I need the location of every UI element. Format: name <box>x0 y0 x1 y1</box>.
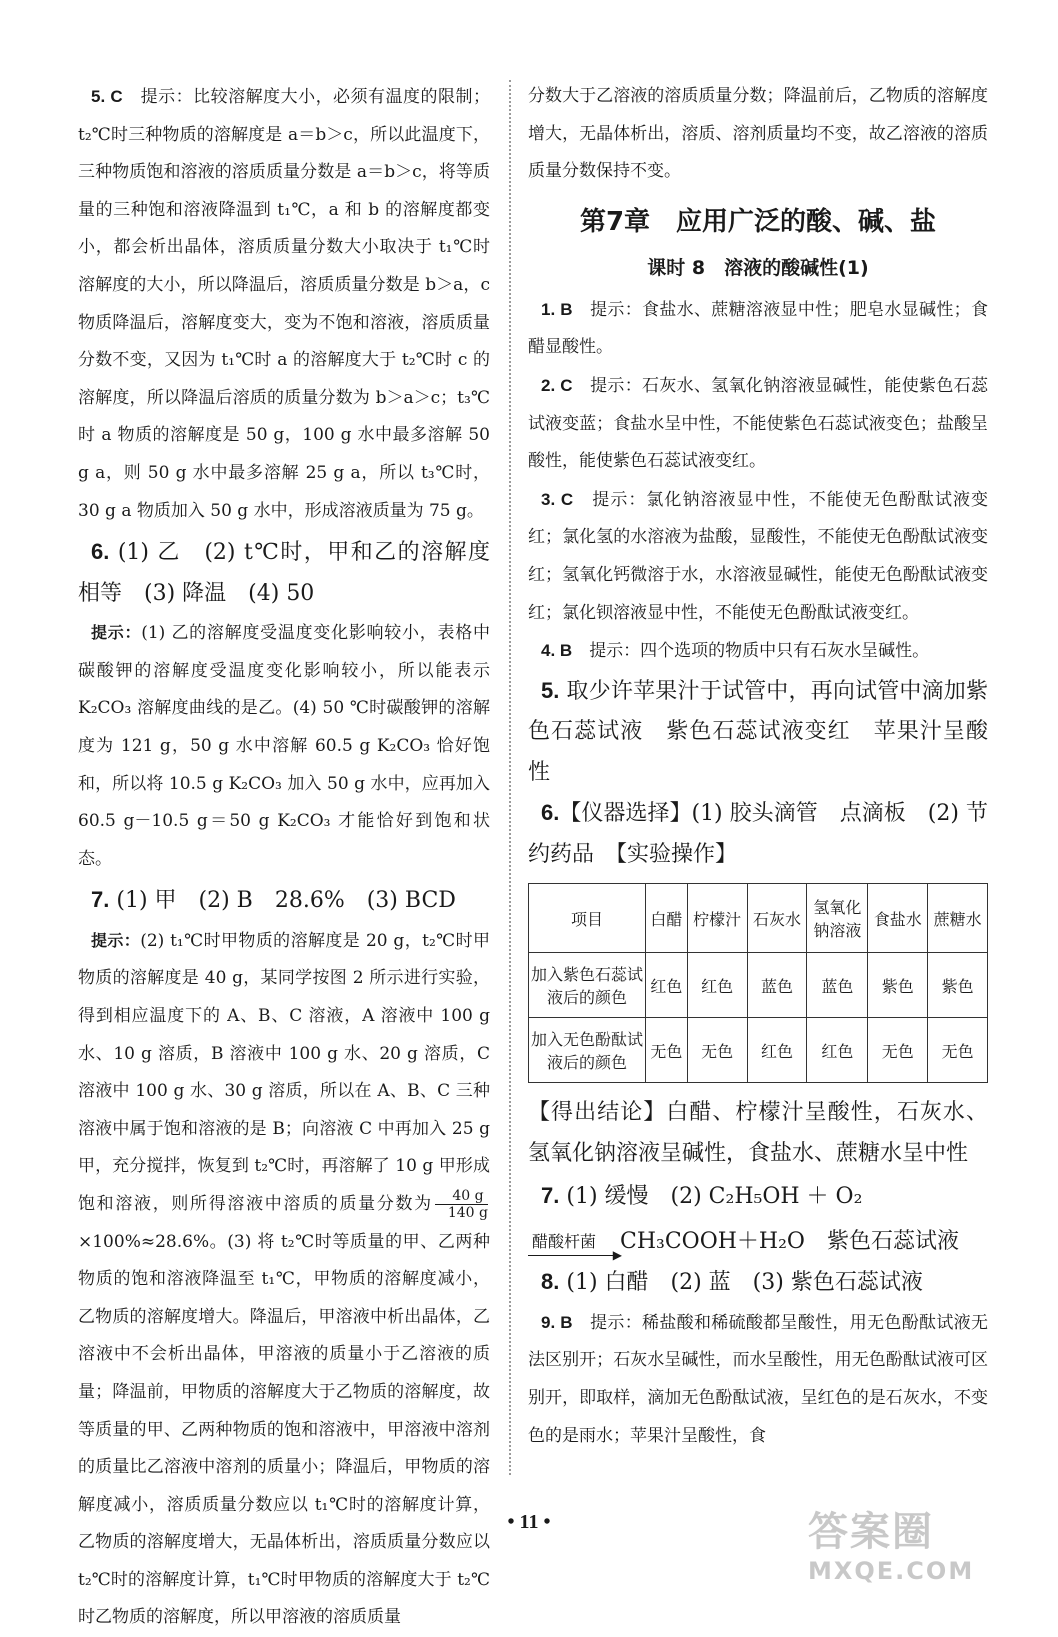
watermark-logo <box>808 1500 1040 1592</box>
continued-text: 分数大于乙溶液的溶质质量分数；降温前后，乙物质的溶解度增大，无晶体析出，溶质、溶剂质量均不变，故乙溶液的溶质质量分数保持不变。 <box>528 86 988 182</box>
table-cell: 红色 <box>646 953 688 1018</box>
fraction-numerator: 40 g <box>435 1188 488 1205</box>
answer-7-text: (1) 甲 (2) B 28.6% (3) BCD <box>116 888 456 914</box>
table-header: 蔗糖水 <box>928 884 988 953</box>
table-cell: 红色 <box>807 1018 868 1083</box>
answer-r7-text: (1) 缓慢 (2) C₂H₅OH ＋ O₂ <box>566 1184 863 1210</box>
answer-7-hint-text-a: (2) t₁℃时甲物质的溶解度是 20 g，t₂℃时甲物质的溶解度是 40 g，某同学按图 2 所示进行实验，得到相应温度下的 A、B、C 溶液，A 溶液中 100 g 水、10 g 溶质，B 溶液中 100 g 水、20 g 溶质，C 溶液中 100 g 水、30 g 溶质，所以在 A、B、C 三种溶液中属于饱和溶液的是 B；向溶液 C 中再加入 25 g 甲，充分搅拌，恢复到 t₂℃时，再溶解了 10 g 甲形成饱和溶液，则所得溶液中溶质的质量分数为 <box>78 930 490 1214</box>
answer-6-hint-label: 提示： <box>91 623 142 643</box>
answer-r6-conclusion: 【得出结论】白醋、柠檬汁呈酸性，石灰水、氢氧化钠溶液呈碱性，食盐水、蔗糖水呈中性 <box>528 1100 988 1166</box>
arrow-head-icon: ▶ <box>612 1248 622 1263</box>
answer-r9-label: 9. B <box>541 1312 573 1332</box>
answer-5-hint: 提示：比较溶解度大小，必须有温度的限制；t₂℃时三种物质的溶解度是 a＝b＞c，所以此温度下，三种物质饱和溶液的溶质质量分数是 a＝b＞c，将等质量的三种饱和溶液降温到 t₁℃，a 和 b 的溶解度都变小，都会析出晶体，溶质质量分数大小取决于 t₁℃时溶解度的大小，所以降温后，溶质质量分数是 b＞a，c 物质降温后，溶解度变大，变为不饱和溶液，溶质质量分数不变，又因为 t₁℃时 a 的溶解度大于 t₂℃时 c 的溶解度，所以降温后溶质的质量分数为 b＞a＞c；t₃℃时 a 物质的溶解度是 50 g，100 g 水中最多溶解 50 g a，则 50 g 水中最多溶解 25 g a，所以 t₃℃时，30 g a 物质加入 50 g 水中，形成溶液质量为 75 g。 <box>78 87 490 521</box>
answer-r4-label: 4. B <box>541 641 573 661</box>
lesson-title: 课时 8 溶液的酸碱性(1) <box>647 256 869 279</box>
answer-r7-equation <box>528 1222 988 1263</box>
table-header: 食盐水 <box>868 884 928 953</box>
answer-6-text: (1) 乙 (2) t℃时，甲和乙的溶解度相等 (3) 降温 (4) 50 <box>78 540 490 606</box>
column-divider <box>509 80 511 1475</box>
answer-7-hint-text-b: ×100%≈28.6%。(3) 将 t₂℃时等质量的甲、乙两种物质的饱和溶液降温至 t₁℃，甲物质的溶解度减小，乙物质的溶解度增大。降温后，甲溶液中析出晶体，乙溶液中不会析出晶体，甲溶液的质量小于乙溶液的质量；降温前，甲物质的溶解度大于乙物质的溶解度，故等质量的甲、乙两种物质的饱和溶液中，甲溶液中溶剂的质量比乙溶液中溶剂的质量小；降温后，甲物质的溶解度减小，溶质质量分数应以 t₁℃时的溶解度计算，乙物质的溶解度增大，无晶体析出，溶质质量分数应以 t₂℃时的溶解度计算，t₁℃时甲物质的溶解度大于 t₂℃时乙物质的溶解度，所以甲溶液的溶质质量 <box>78 1231 490 1628</box>
answer-6 <box>78 532 490 614</box>
table-cell: 无色 <box>928 1018 988 1083</box>
answer-r3-label: 3. C <box>541 489 574 509</box>
right-column <box>528 78 988 1455</box>
answer-r8 <box>528 1262 988 1304</box>
table-cell: 无色 <box>687 1018 747 1083</box>
answer-r8-text: (1) 白醋 (2) 蓝 (3) 紫色石蕊试液 <box>566 1270 923 1296</box>
table-header: 白醋 <box>646 884 688 953</box>
answer-6-hint-text: (1) 乙的溶解度受温度变化影响较小，表格中碳酸钾的溶解度受温度变化影响较小，所以能表示 K₂CO₃ 溶解度曲线的是乙。(4) 50 ℃时碳酸钾的溶解度为 121 g，50 g 水中溶解 60.5 g K₂CO₃ 恰好饱和，所以将 10.5 g K₂CO₃ 加入 50 g 水中，应再加入 60.5 g－10.5 g＝50 g K₂CO₃ 才能恰好到饱和状态。 <box>78 623 490 869</box>
table-cell: 蓝色 <box>747 953 807 1018</box>
watermark-top: 答案圈 <box>808 1509 934 1555</box>
answer-7-number: 7. <box>91 887 110 913</box>
table-cell: 无色 <box>646 1018 688 1083</box>
page-number: • 11 • <box>507 1511 551 1533</box>
experiment-table <box>528 883 988 1083</box>
answer-r9-hint: 提示：稀盐酸和稀硫酸都呈酸性，用无色酚酞试液无法区别开；石灰水呈碱性，而水呈酸性，用无色酚酞试液可区别开，即取样，滴加无色酚酞试液，呈红色的是石灰水，不变色的是雨水；苹果汁呈酸性，食 <box>528 1312 988 1446</box>
table-cell: 红色 <box>747 1018 807 1083</box>
answer-r6-number: 6. <box>541 800 560 826</box>
table-cell: 蓝色 <box>807 953 868 1018</box>
table-header-row <box>529 884 988 953</box>
answer-r5 <box>528 671 988 794</box>
answer-5-label: 5. C <box>91 87 123 106</box>
answer-r4 <box>528 632 988 671</box>
answer-6-number: 6. <box>91 539 110 565</box>
left-column <box>78 78 490 1637</box>
table-cell: 加入无色酚酞试液后的颜色 <box>529 1018 646 1083</box>
watermark-bottom: MXQE.COM <box>808 1557 975 1585</box>
table-row <box>529 1018 988 1083</box>
table-cell: 加入紫色石蕊试液后的颜色 <box>529 953 646 1018</box>
answer-r7 <box>528 1176 988 1218</box>
answer-r2-hint: 提示：石灰水、氢氧化钠溶液显碱性，能使紫色石蕊试液变蓝；食盐水呈中性，不能使紫色石蕊试液变色；盐酸呈酸性，能使紫色石蕊试液变红。 <box>528 375 988 472</box>
answer-6-hint <box>78 614 490 878</box>
answer-r9 <box>528 1304 988 1455</box>
reaction-arrow <box>528 1232 622 1263</box>
answer-r6 <box>528 793 988 875</box>
answer-r2-label: 2. C <box>541 375 573 395</box>
answer-r3 <box>528 481 988 632</box>
fraction-denominator: 140 g <box>447 1204 488 1221</box>
answer-r5-text: 取少许苹果汁于试管中，再向试管中滴加紫色石蕊试液 紫色石蕊试液变红 苹果汁呈酸性 <box>528 678 988 785</box>
table-cell: 红色 <box>687 953 747 1018</box>
answer-r1 <box>528 291 988 367</box>
answer-7 <box>78 880 490 922</box>
answer-r3-hint: 提示：氯化钠溶液显中性，不能使无色酚酞试液变红；氯化氢的水溶液为盐酸，显酸性，不能使无色酚酞试液变红；氢氧化钙微溶于水，水溶液显碱性，能使无色酚酞试液变红；氯化钡溶液显中性，不能使无色酚酞试液变红。 <box>528 489 989 623</box>
answer-r1-hint: 提示：食盐水、蔗糖溶液显中性；肥皂水显碱性；食醋显酸性。 <box>528 299 988 358</box>
answer-r5-number: 5. <box>541 677 560 703</box>
answer-r6-text: 【仪器选择】(1) 胶头滴管 点滴板 (2) 节约药品 【实验操作】 <box>528 801 988 867</box>
table-header: 项目 <box>529 884 646 953</box>
answer-5 <box>78 78 490 530</box>
table-header: 氢氧化钠溶液 <box>807 884 868 953</box>
reaction-condition: 醋酸杆菌 <box>532 1232 597 1252</box>
mass-fraction-formula <box>435 1188 488 1221</box>
answer-r8-number: 8. <box>541 1269 560 1295</box>
chapter-title: 第7章 应用广泛的酸、碱、盐 <box>579 206 937 237</box>
arrow-line <box>528 1255 620 1256</box>
answer-r7-number: 7. <box>541 1183 560 1209</box>
table-header: 石灰水 <box>747 884 807 953</box>
answer-r1-label: 1. B <box>541 299 573 319</box>
table-cell: 无色 <box>868 1018 928 1083</box>
table-cell: 紫色 <box>868 953 928 1018</box>
answer-7-hint-label: 提示： <box>91 930 141 950</box>
answer-r2 <box>528 367 988 481</box>
answer-r4-hint: 提示：四个选项的物质中只有石灰水呈碱性。 <box>589 641 930 662</box>
table-header: 柠檬汁 <box>687 884 747 953</box>
table-row <box>529 953 988 1018</box>
table-cell: 紫色 <box>928 953 988 1018</box>
answer-r7-products: CH₃COOH＋H₂O 紫色石蕊试液 <box>620 1228 959 1254</box>
